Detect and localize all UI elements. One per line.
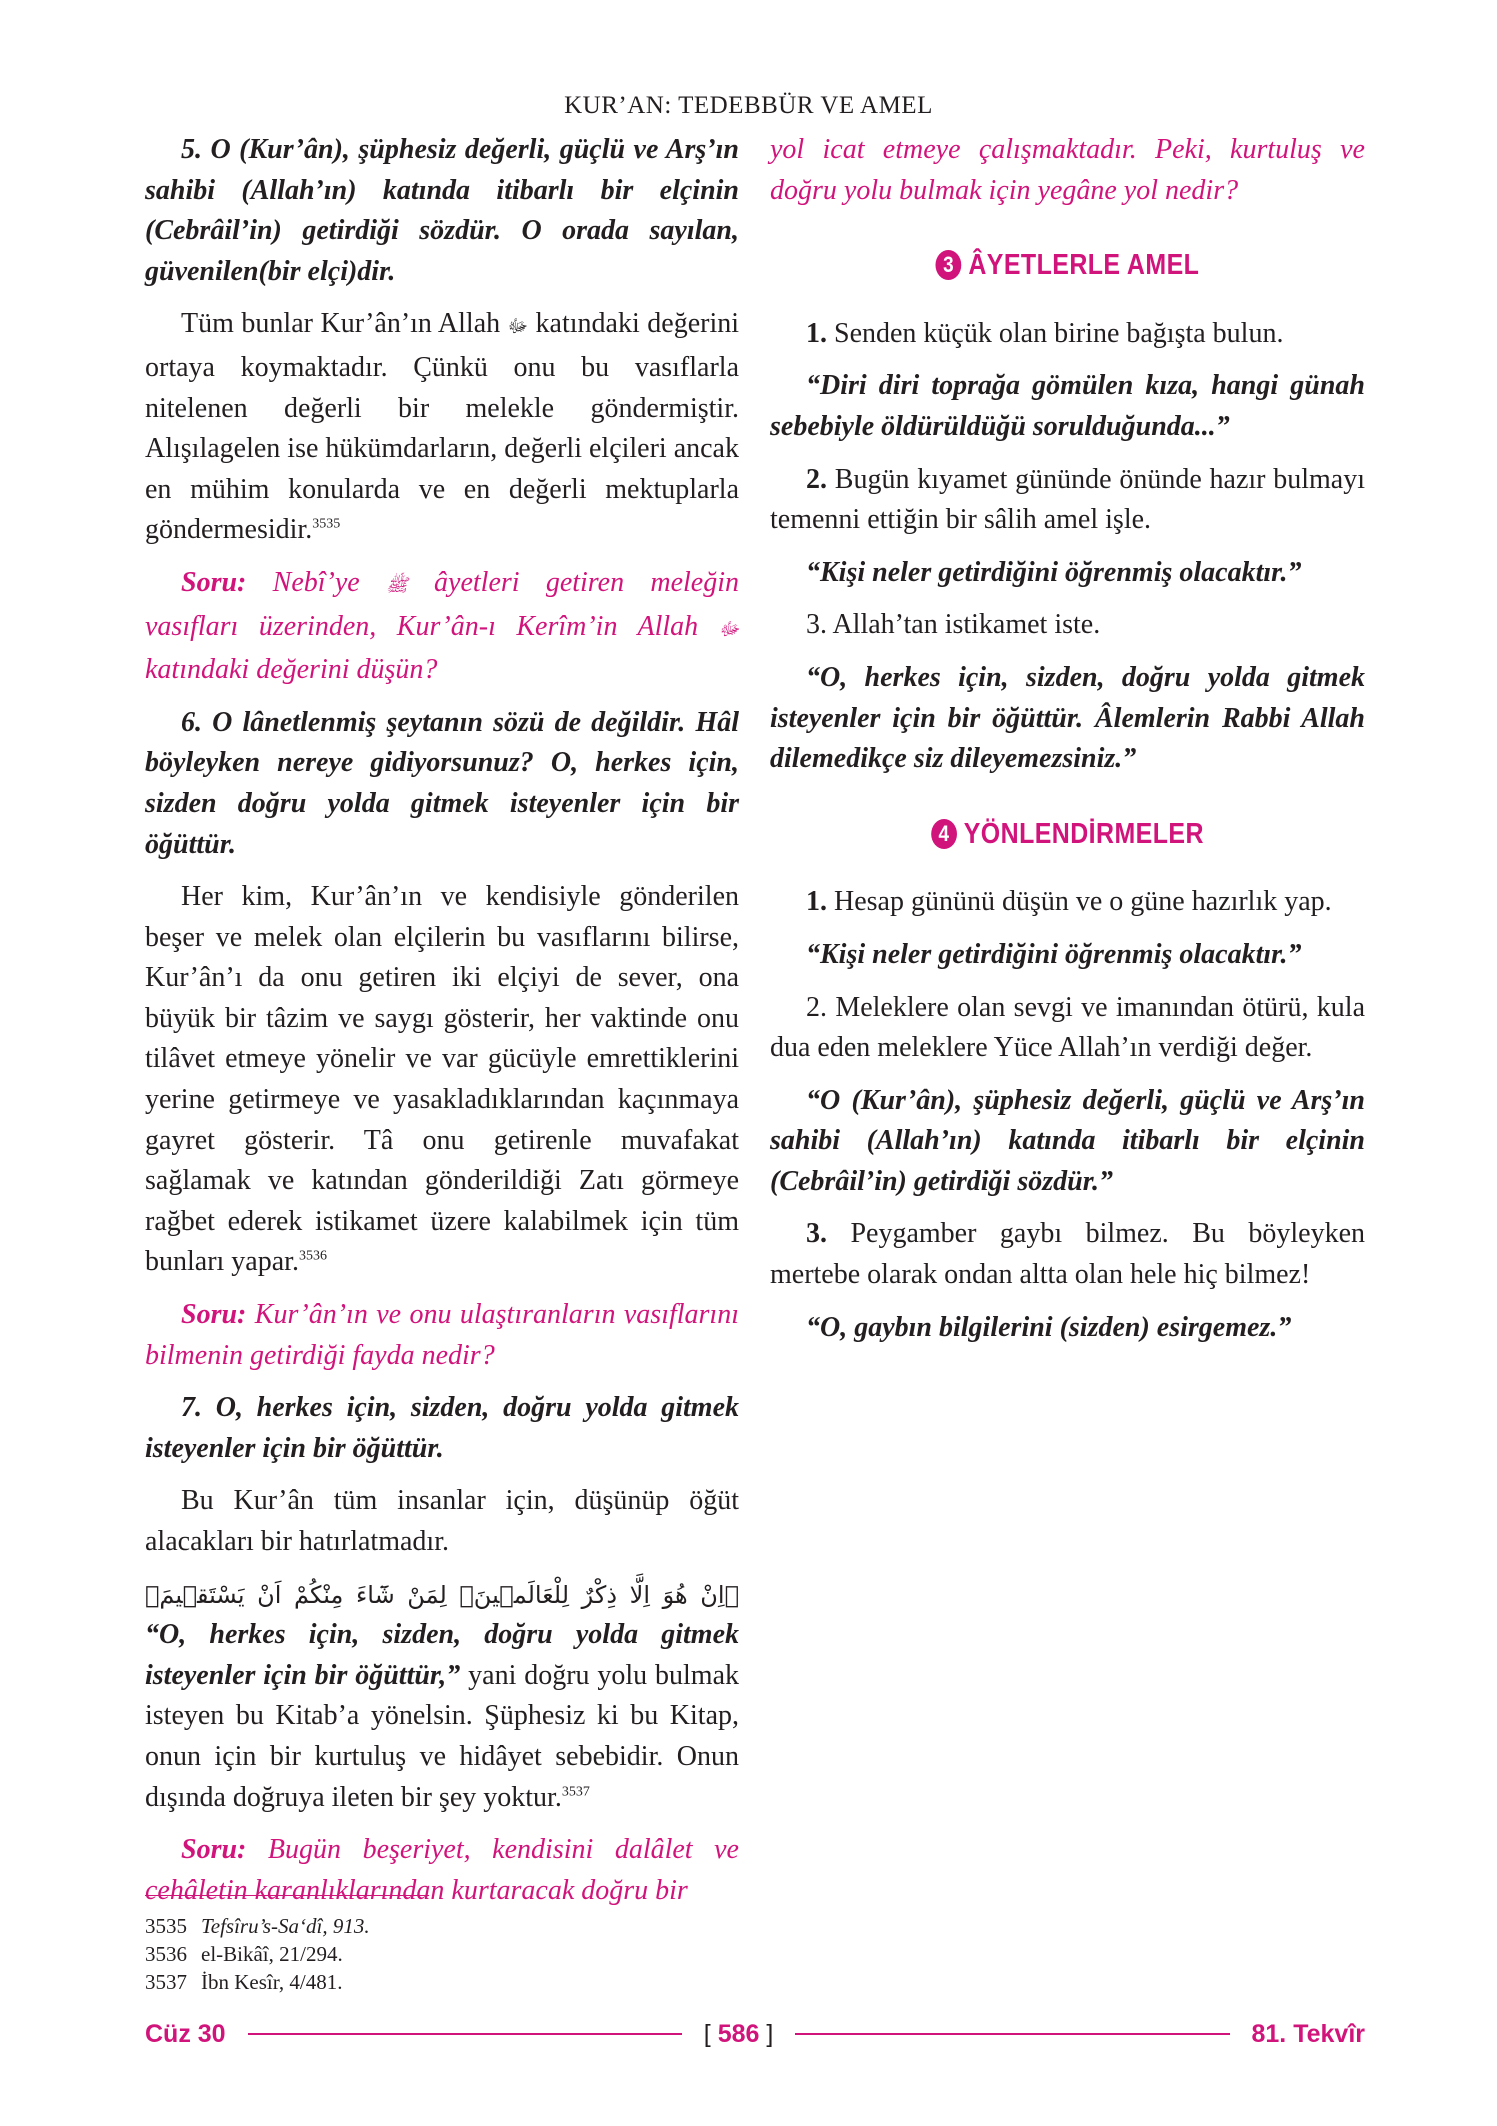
guidance-item-1: 1. Hesap gününü düşün ve o güne hazırlık yap. bbox=[806, 886, 1332, 918]
allah-honorific-icon: ﷻ bbox=[718, 618, 739, 640]
section-heading-ayetlerle-amel bbox=[812, 245, 1324, 286]
verse-7: 7. O, herkes için, sizden, doğru yolda gitmek isteyenler için bir öğüttür. bbox=[145, 1392, 740, 1464]
page-number: [ 586 ] bbox=[703, 2019, 774, 2048]
page-footer bbox=[145, 2014, 1365, 2054]
amel-item-1: 1. Senden küçük olan birine bağışta bulun. bbox=[806, 317, 1284, 349]
nebi-honorific-icon: ﷺ bbox=[386, 574, 408, 596]
footer-rule-left bbox=[248, 2033, 682, 2035]
footer-juz: Cüz 30 bbox=[145, 2019, 226, 2048]
question-3-continued: yol icat etmeye çalışmaktadır. Peki, kurtuluş ve doğru yolu bulmak için yegâne yol nedir? bbox=[770, 134, 1365, 206]
footnote-3535: 3535 Tefsîru’s-Sa‘dî, 913. bbox=[145, 1914, 370, 1938]
paragraph-2: Her kim, Kur’ân’ın ve kendisiyle gönderilen beşer ve melek olan elçilerin bu vasıflarını bilirse, Kur’ân’ı da onu getiren iki elçiyi de sever, ona büyük bir tâzim ve saygı gösterir, her vaktinde onu tilâvet etmeye yönelir ve var gücüyle emrettiklerini yerine getirmeye ve yasakladıklarından kaçınmaya gayret gösterir. Tâ onu getirenle muvafakat sağlamak ve katından gönderildiği Zatı görmeye rağbet ederek istikamet üzere kalabilmek için tüm bunları yapar.$^{3536}$ bbox=[145, 881, 739, 1278]
footnote-3536: 3536 el-Bikâî, 21/294. bbox=[145, 1942, 343, 1966]
right-column bbox=[770, 130, 1365, 1360]
amel-quote-3: “O, herkes için, sizden, doğru yolda gitmek isteyenler için bir öğüttür. Âlemlerin Rabbi Allah dilemedikçe siz dileyemezsiniz.” bbox=[770, 661, 1365, 775]
guidance-quote-1: “Kişi neler getirdiğini öğrenmiş olacaktır.” bbox=[806, 938, 1302, 970]
section-number-badge: 4 bbox=[931, 819, 957, 849]
left-column bbox=[145, 130, 739, 1923]
footnote-ref-3537[interactable]: 3537 bbox=[561, 1784, 590, 1800]
section-heading-yonlendirmeler bbox=[812, 814, 1324, 855]
footnote-divider bbox=[145, 1895, 429, 1896]
paragraph-4: ﴿اِنْ هُوَ اِلَّا ذِكْرٌ لِلْعَالَم۪ينَۙ لِمَنْ شَٓاءَ مِنْكُمْ اَنْ يَسْتَق۪يمَ﴾ “O, herkes için, sizden, doğru yolda gitmek isteyenler için bir öğüttür,” yani doğru yolu bulmak isteyen bu Kitab’a yönelsin. Şüphesiz ki bu Kitap, onun için bir kurtuluş ve hidâyet sebebidir. Onun dışında doğruya ileten bir şey yoktur.$^{3537}$ bbox=[145, 1580, 740, 1813]
guidance-quote-2: “O (Kur’ân), şüphesiz değerli, güçlü ve Arş’ın sahibi (Allah’ın) katında itibarlı bir elçinin (Cebrâil’in) getirdiği sözdür.” bbox=[770, 1084, 1365, 1197]
verse-5: 5. O (Kur’ân), şüphesiz değerli, güçlü ve Arş’ın sahibi (Allah’ın) katında itibarlı bir elçinin (Cebrâil’in) getirdiği sözdür. O orada sayılan, güvenilen(bir elçi)dir. bbox=[145, 134, 739, 287]
question-1: Soru: Nebî’ye ﷺ âyetleri getiren meleğin vasıfları üzerinden, Kur’ân-ı Kerîm’in Allah ﷻ katındaki değerini düşün? bbox=[145, 566, 740, 686]
footnote-3537: 3537 İbn Kesîr, 4/481. bbox=[145, 1970, 343, 1994]
footnote-ref-3536[interactable]: 3536 bbox=[298, 1249, 327, 1265]
guidance-item-3: 3. Peygamber gaybı bilmez. Bu böyleyken mertebe olarak ondan altta olan hele hiç bilmez! bbox=[770, 1218, 1366, 1291]
running-head: KUR’AN: TEDEBBÜR VE AMEL bbox=[564, 92, 933, 119]
amel-quote-2: “Kişi neler getirdiğini öğrenmiş olacaktır.” bbox=[806, 556, 1302, 588]
arabic-verse: ﴿اِنْ هُوَ اِلَّا ذِكْرٌ لِلْعَالَم۪ينَۙ لِمَنْ شَٓاءَ مِنْكُمْ اَنْ يَسْتَق۪يمَ﴾ bbox=[145, 1580, 739, 1609]
question-2: Soru: Kur’ân’ın ve onu ulaştıranların vasıflarını bilmenin getirdiği fayda nedir? bbox=[145, 1299, 739, 1371]
question-3: Soru: Bugün beşeriyet, kendisini dalâlet ve cehâletin karanlıklarından kurtaracak doğru bir bbox=[145, 1834, 739, 1906]
footer-surah: 81. Tekvîr bbox=[1251, 2019, 1366, 2048]
footnote-ref-3535[interactable]: 3535 bbox=[312, 517, 341, 533]
section-title: ÂYETLERLE AMEL bbox=[968, 249, 1200, 282]
guidance-quote-3: “O, gaybın bilgilerini (sizden) esirgemez.” bbox=[806, 1311, 1292, 1343]
verse-6: 6. O lânetlenmiş şeytanın sözü de değildir. Hâl böyleyken nereye gidiyorsunuz? O, herkes için, sizden doğru yolda gitmek isteyenler için bir öğüttür. bbox=[145, 706, 740, 860]
footnotes bbox=[145, 1895, 739, 1996]
section-number-badge: 3 bbox=[936, 250, 962, 280]
amel-item-2: 2. Bugün kıyamet gününde önünde hazır bulmayı temenni ettiğin bir sâlih amel işle. bbox=[770, 463, 1366, 536]
allah-honorific-icon: ﷻ bbox=[507, 316, 528, 338]
paragraph-1: Tüm bunlar Kur’ân’ın Allah ﷻ katındaki değerini ortaya koymaktadır. Çünkü onu bu vasıflarla nitelenen değerli bir melekle göndermiştir. Alışılagelen ise hükümdarların, değerli elçileri ancak en mühim konularda ve en değerli mektuplarla göndermesidir.$^{3535}$ bbox=[145, 308, 740, 546]
paragraph-3: Bu Kur’ân tüm insanlar için, düşünüp öğüt alacakları bir hatırlatmadır. bbox=[145, 1485, 739, 1557]
amel-item-3: 3. Allah’tan istikamet iste. bbox=[806, 609, 1101, 641]
guidance-item-2: 2. Meleklere olan sevgi ve imanından ötürü, kula dua eden meleklere Yüce Allah’ın verdiği değer. bbox=[770, 991, 1365, 1064]
section-title: YÖNLENDİRMELER bbox=[963, 817, 1204, 850]
footer-rule-right bbox=[795, 2033, 1229, 2035]
amel-quote-1: “Diri diri toprağa gömülen kıza, hangi günah sebebiyle öldürüldüğü sorulduğunda...” bbox=[770, 370, 1365, 442]
